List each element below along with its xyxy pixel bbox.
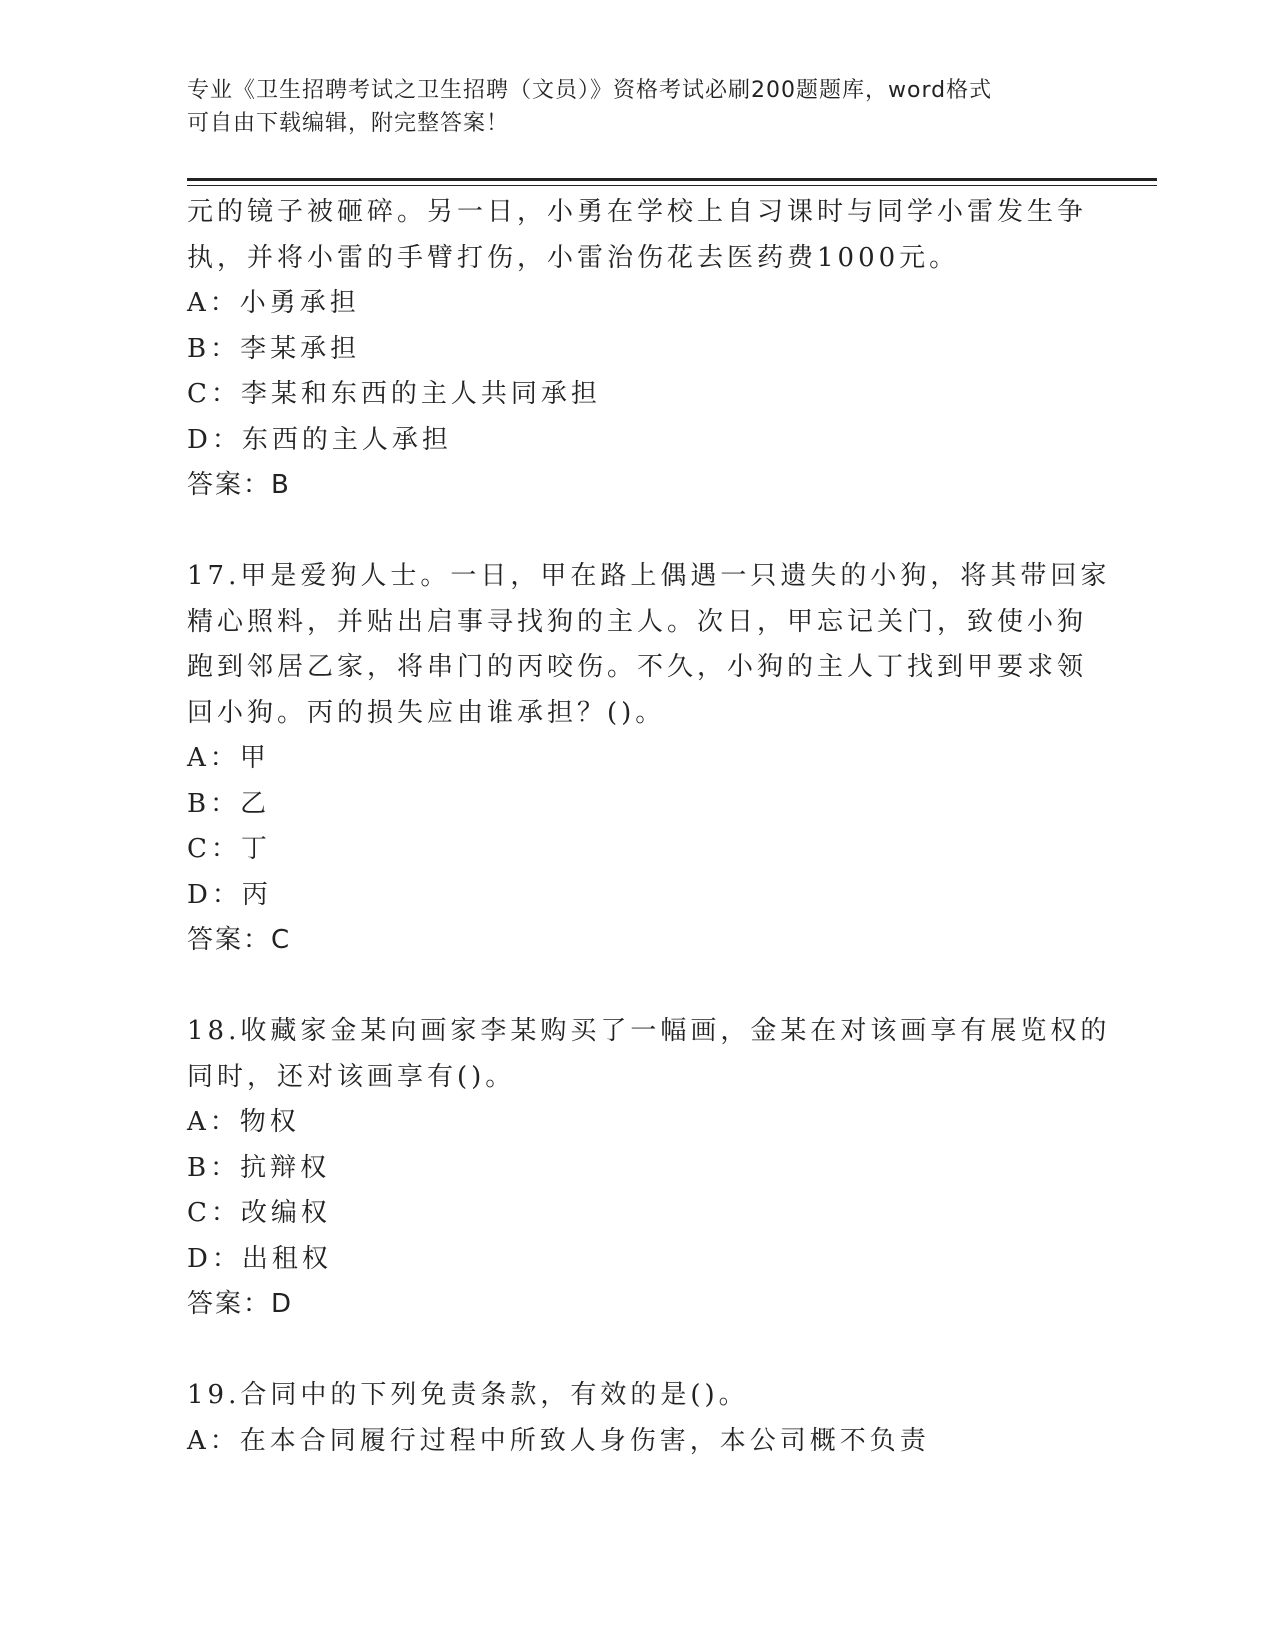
- question-text-line: 回小狗。丙的损失应由谁承担？()。: [187, 697, 666, 728]
- question-spacer: [187, 509, 1087, 555]
- question-18: [187, 1009, 1111, 1328]
- option-a: A：在本合同履行过程中所致人身伤害，本公司概不负责: [187, 1425, 930, 1456]
- answer-line: 答案：B: [187, 470, 291, 500]
- header-line-2: 可自由下载编辑，附完整答案！: [187, 111, 510, 136]
- option-a: A：甲: [187, 743, 270, 773]
- question-text-line: 19.合同中的下列免责条款，有效的是()。: [187, 1380, 749, 1410]
- question-spacer: [187, 1328, 1087, 1374]
- question-text-line: 17.甲是爱狗人士。一日，甲在路上偶遇一只遗失的小狗，将其带回家: [187, 561, 1111, 591]
- option-b: B：抗辩权: [187, 1152, 331, 1183]
- option-a: A：小勇承担: [187, 288, 360, 318]
- question-text-line: 跑到邻居乙家，将串门的丙咬伤。不久，小狗的主人丁找到甲要求领: [187, 652, 1088, 682]
- option-a: A：物权: [187, 1107, 300, 1137]
- answer-line: 答案：D: [187, 1289, 294, 1319]
- document-header: [187, 74, 1087, 140]
- question-text-line: 18.收藏家金某向画家李某购买了一幅画，金某在对该画享有展览权的: [187, 1016, 1111, 1046]
- option-b: B：李某承担: [187, 333, 361, 364]
- option-d: D：东西的主人承担: [187, 424, 452, 455]
- document-body: [187, 190, 1111, 1464]
- option-b: B：乙: [187, 788, 271, 819]
- question-spacer: [187, 964, 1087, 1010]
- question-16-continuation: [187, 190, 1087, 509]
- option-d: D：丙: [187, 879, 272, 910]
- option-d: D：出租权: [187, 1243, 332, 1274]
- question-text-line: 精心照料，并贴出启事寻找狗的主人。次日，甲忘记关门，致使小狗: [187, 606, 1088, 637]
- header-rule-thick: [187, 178, 1157, 181]
- answer-line: 答案：C: [187, 925, 292, 955]
- question-text-line: 同时，还对该画享有()。: [187, 1061, 516, 1092]
- header-line-1: 专业《卫生招聘考试之卫生招聘（文员）》资格考试必刷200题题库，word格式: [187, 78, 993, 103]
- question-17: [187, 554, 1111, 964]
- question-19: [187, 1373, 1087, 1464]
- question-text-line: 元的镜子被砸碎。另一日，小勇在学校上自习课时与同学小雷发生争: [187, 197, 1088, 227]
- question-text-line: 执，并将小雷的手臂打伤，小雷治伤花去医药费1000元。: [187, 242, 960, 273]
- header-rule-thin: [187, 185, 1157, 186]
- option-c: C：丁: [187, 834, 271, 864]
- option-c: C：李某和东西的主人共同承担: [187, 379, 601, 409]
- option-c: C：改编权: [187, 1198, 331, 1228]
